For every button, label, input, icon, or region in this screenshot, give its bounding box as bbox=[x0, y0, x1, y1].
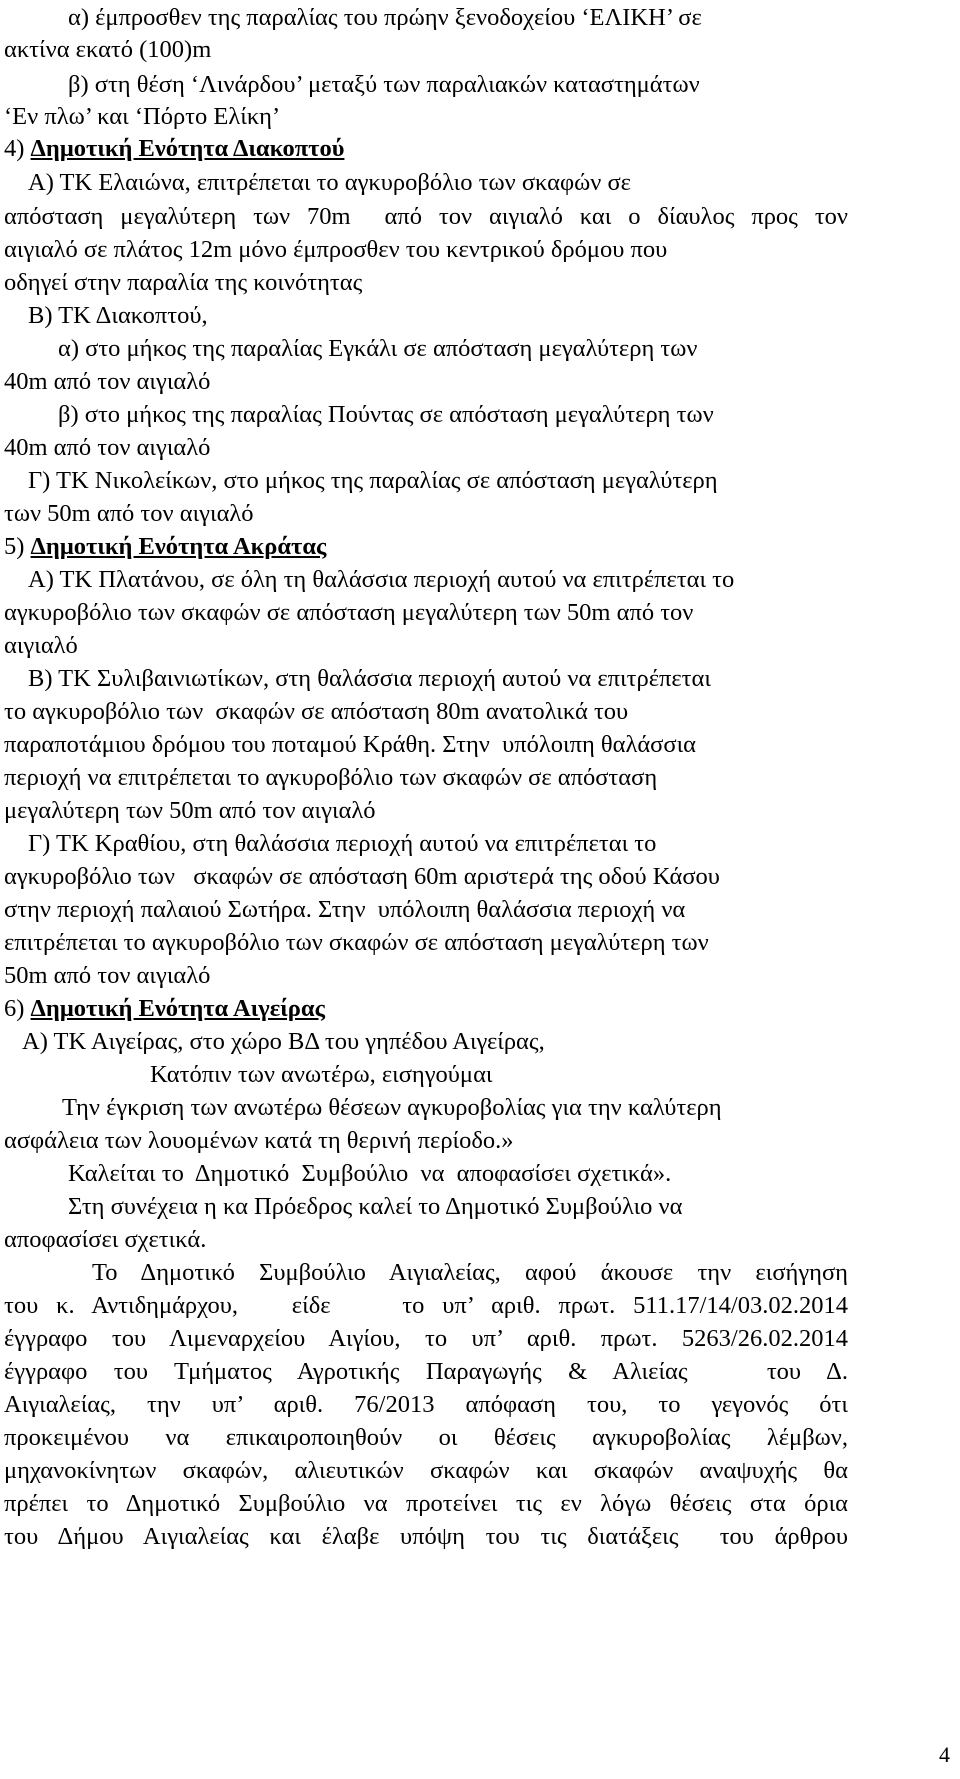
text-line: 40m από τον αιγιαλό bbox=[4, 434, 211, 461]
text-line: 40m από τον αιγιαλό bbox=[4, 368, 211, 395]
text-line: ασφάλεια των λουομένων κατά τη θερινή περίοδο.» bbox=[4, 1127, 514, 1154]
text-line: α) έμπροσθεν της παραλίας του πρώην ξενοδοχείου ‘ΕΛΙΚΗ’ σε bbox=[68, 4, 702, 31]
section-title: Δημοτική Ενότητα Ακράτας bbox=[30, 533, 327, 560]
text-line: αποφασίσει σχετικά. bbox=[4, 1226, 207, 1253]
text-line: του κ. Αντιδημάρχου, είδε το υπ’ αριθ. πρωτ. 511.17/14/03.02.2014 bbox=[4, 1292, 848, 1319]
text-line: επιτρέπεται το αγκυροβόλιο των σκαφών σε απόσταση μεγαλύτερη των bbox=[4, 929, 709, 956]
text-line: έγγραφο του Λιμεναρχείου Αιγίου, το υπ’ αριθ. πρωτ. 5263/26.02.2014 bbox=[4, 1325, 848, 1352]
text-line: παραποτάμιου δρόμου του ποταμού Κράθη. Στην υπόλοιπη θαλάσσια bbox=[4, 731, 697, 758]
section-number: 6) bbox=[4, 995, 31, 1022]
text-line: β) στη θέση ‘Λινάρδου’ μεταξύ των παραλιακών καταστημάτων bbox=[68, 71, 700, 98]
text-line: οδηγεί στην παραλία της κοινότητας bbox=[4, 269, 363, 296]
text-line: β) στο μήκος της παραλίας Πούντας σε απόσταση μεγαλύτερη των bbox=[58, 401, 714, 428]
section-number: 5) bbox=[4, 533, 31, 560]
text-line: Α) ΤΚ Ελαιώνα, επιτρέπεται το αγκυροβόλιο των σκαφών σε bbox=[28, 169, 631, 196]
text-line: απόσταση μεγαλύτερη των 70m από τον αιγιαλό και ο δίαυλος προς τον bbox=[4, 203, 848, 230]
section-heading-5 bbox=[4, 531, 326, 563]
page-number: 4 bbox=[939, 1742, 950, 1767]
text-line: Κατόπιν των ανωτέρω, εισηγούμαι bbox=[150, 1061, 493, 1088]
text-line: των 50m από τον αιγιαλό bbox=[4, 500, 254, 527]
text-line: ακτίνα εκατό (100)m bbox=[4, 36, 212, 63]
text-line: Αιγιαλείας, την υπ’ αριθ. 76/2013 απόφαση του, το γεγονός ότι bbox=[4, 1391, 848, 1418]
text-line: 50m από τον αιγιαλό bbox=[4, 962, 211, 989]
text-line: προκειμένου να επικαιροποιηθούν οι θέσεις αγκυροβολίας λέμβων, bbox=[4, 1424, 848, 1451]
text-line: α) στο μήκος της παραλίας Εγκάλι σε απόσταση μεγαλύτερη των bbox=[58, 335, 698, 362]
text-line: αιγιαλό bbox=[4, 632, 78, 659]
text-line: έγγραφο του Τμήματος Αγροτικής Παραγωγής & Αλιείας του Δ. bbox=[4, 1358, 848, 1385]
text-line: μηχανοκίνητων σκαφών, αλιευτικών σκαφών και σκαφών αναψυχής θα bbox=[4, 1457, 848, 1484]
text-line: αγκυροβόλιο των σκαφών σε απόσταση μεγαλύτερη των 50m από τον bbox=[4, 599, 694, 626]
text-line: Β) ΤΚ Συλιβαινιωτίκων, στη θαλάσσια περιοχή αυτού να επιτρέπεται bbox=[28, 665, 711, 692]
text-line: περιοχή να επιτρέπεται το αγκυροβόλιο των σκαφών σε απόσταση bbox=[4, 764, 658, 791]
text-line: Το Δημοτικό Συμβούλιο Αιγιαλείας, αφού άκουσε την εισήγηση bbox=[92, 1259, 848, 1286]
text-line: Γ) ΤΚ Κραθίου, στη θαλάσσια περιοχή αυτού να επιτρέπεται το bbox=[28, 830, 657, 857]
text-line: Στη συνέχεια η κα Πρόεδρος καλεί το Δημοτικό Συμβούλιο να bbox=[68, 1193, 683, 1220]
text-line: Α) ΤΚ Αιγείρας, στο χώρο ΒΔ του γηπέδου Αιγείρας, bbox=[22, 1028, 545, 1055]
text-line: στην περιοχή παλαιού Σωτήρα. Στην υπόλοιπη θαλάσσια περιοχή να bbox=[4, 896, 686, 923]
text-line: πρέπει το Δημοτικό Συμβούλιο να προτείνει τις εν λόγω θέσεις στα όρια bbox=[4, 1490, 848, 1517]
text-line: μεγαλύτερη των 50m από τον αιγιαλό bbox=[4, 797, 376, 824]
section-title: Δημοτική Ενότητα Αιγείρας bbox=[30, 995, 325, 1022]
text-line: Α) ΤΚ Πλατάνου, σε όλη τη θαλάσσια περιοχή αυτού να επιτρέπεται το bbox=[28, 566, 735, 593]
section-heading-4 bbox=[4, 133, 344, 165]
section-number: 4) bbox=[4, 135, 31, 162]
section-title: Δημοτική Ενότητα Διακοπτού bbox=[30, 135, 345, 162]
section-heading-6 bbox=[4, 993, 325, 1025]
text-line: Καλείται το Δημοτικό Συμβούλιο να αποφασίσει σχετικά». bbox=[68, 1160, 672, 1187]
text-line: αιγιαλό σε πλάτος 12m μόνο έμπροσθεν του κεντρικού δρόμου που bbox=[4, 236, 668, 263]
text-line: το αγκυροβόλιο των σκαφών σε απόσταση 80m ανατολικά του bbox=[4, 698, 629, 725]
text-line: ‘Εν πλω’ και ‘Πόρτο Ελίκη’ bbox=[4, 103, 281, 130]
text-line: Γ) ΤΚ Νικολείκων, στο μήκος της παραλίας σε απόσταση μεγαλύτερη bbox=[28, 467, 718, 494]
text-line: αγκυροβόλιο των σκαφών σε απόσταση 60m αριστερά της οδού Κάσου bbox=[4, 863, 720, 890]
text-line: Την έγκριση των ανωτέρω θέσεων αγκυροβολίας για την καλύτερη bbox=[62, 1094, 722, 1121]
text-line: Β) ΤΚ Διακοπτού, bbox=[28, 302, 208, 329]
text-line: του Δήμου Αιγιαλείας και έλαβε υπόψη του τις διατάξεις του άρθρου bbox=[4, 1523, 848, 1550]
